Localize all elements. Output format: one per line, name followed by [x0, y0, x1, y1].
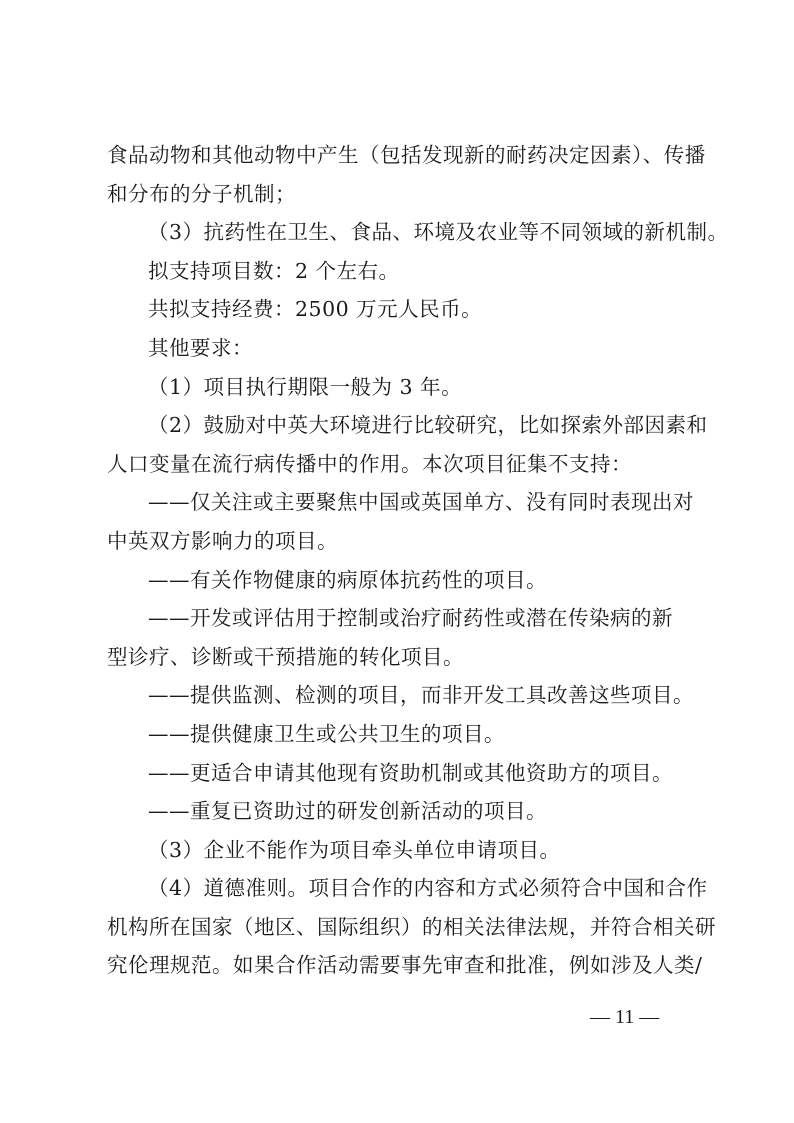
text-line-funding: 共拟支持经费：2500 万元人民币。	[148, 297, 483, 322]
text-line-exclusion: ——更适合申请其他现有资助机制或其他资助方的项目。	[148, 760, 673, 785]
text-line-project-count: 拟支持项目数：2 个左右。	[148, 258, 400, 283]
text-line: 究伦理规范。如果合作活动需要事先审查和批准，例如涉及人类/	[107, 953, 703, 978]
text-line: 和分布的分子机制；	[107, 181, 296, 206]
text-line-requirement-3: （3）企业不能作为项目牵头单位申请项目。	[148, 837, 561, 862]
text-line: 人口变量在流行病传播中的作用。本次项目征集不支持：	[107, 451, 632, 476]
page-number: — 11 —	[590, 1006, 660, 1028]
text-line: 中英双方影响力的项目。	[107, 528, 338, 553]
text-line-requirement-2: （2）鼓励对中英大环境进行比较研究，比如探索外部因素和	[148, 413, 708, 438]
text-line-exclusion: ——提供健康卫生或公共卫生的项目。	[148, 721, 505, 746]
body-text	[107, 136, 729, 985]
text-line-exclusion: ——提供监测、检测的项目，而非开发工具改善这些项目。	[148, 683, 694, 708]
text-line-requirement-4: （4）道德准则。项目合作的内容和方式必须符合中国和合作	[148, 876, 708, 901]
text-line-exclusion: ——重复已资助过的研发创新活动的项目。	[148, 799, 547, 824]
text-line: 食品动物和其他动物中产生（包括发现新的耐药决定因素）、传播	[107, 143, 706, 167]
text-line-requirement-1: （1）项目执行期限一般为 3 年。	[148, 374, 463, 399]
text-line: 机构所在国家（地区、国际组织）的相关法律法规，并符合相关研	[107, 914, 716, 939]
text-line-item-3-mechanism: （3）抗药性在卫生、食品、环境及农业等不同领域的新机制。	[148, 220, 729, 245]
text-line: 型诊疗、诊断或干预措施的转化项目。	[107, 644, 464, 669]
text-line-other-requirements-heading: 其他要求：	[148, 335, 253, 360]
text-line-exclusion: ——有关作物健康的病原体抗药性的项目。	[148, 567, 547, 592]
text-line-exclusion: ——仅关注或主要聚焦中国或英国单方、没有同时表现出对	[148, 490, 694, 515]
text-line-exclusion: ——开发或评估用于控制或治疗耐药性或潜在传染病的新	[148, 606, 673, 631]
